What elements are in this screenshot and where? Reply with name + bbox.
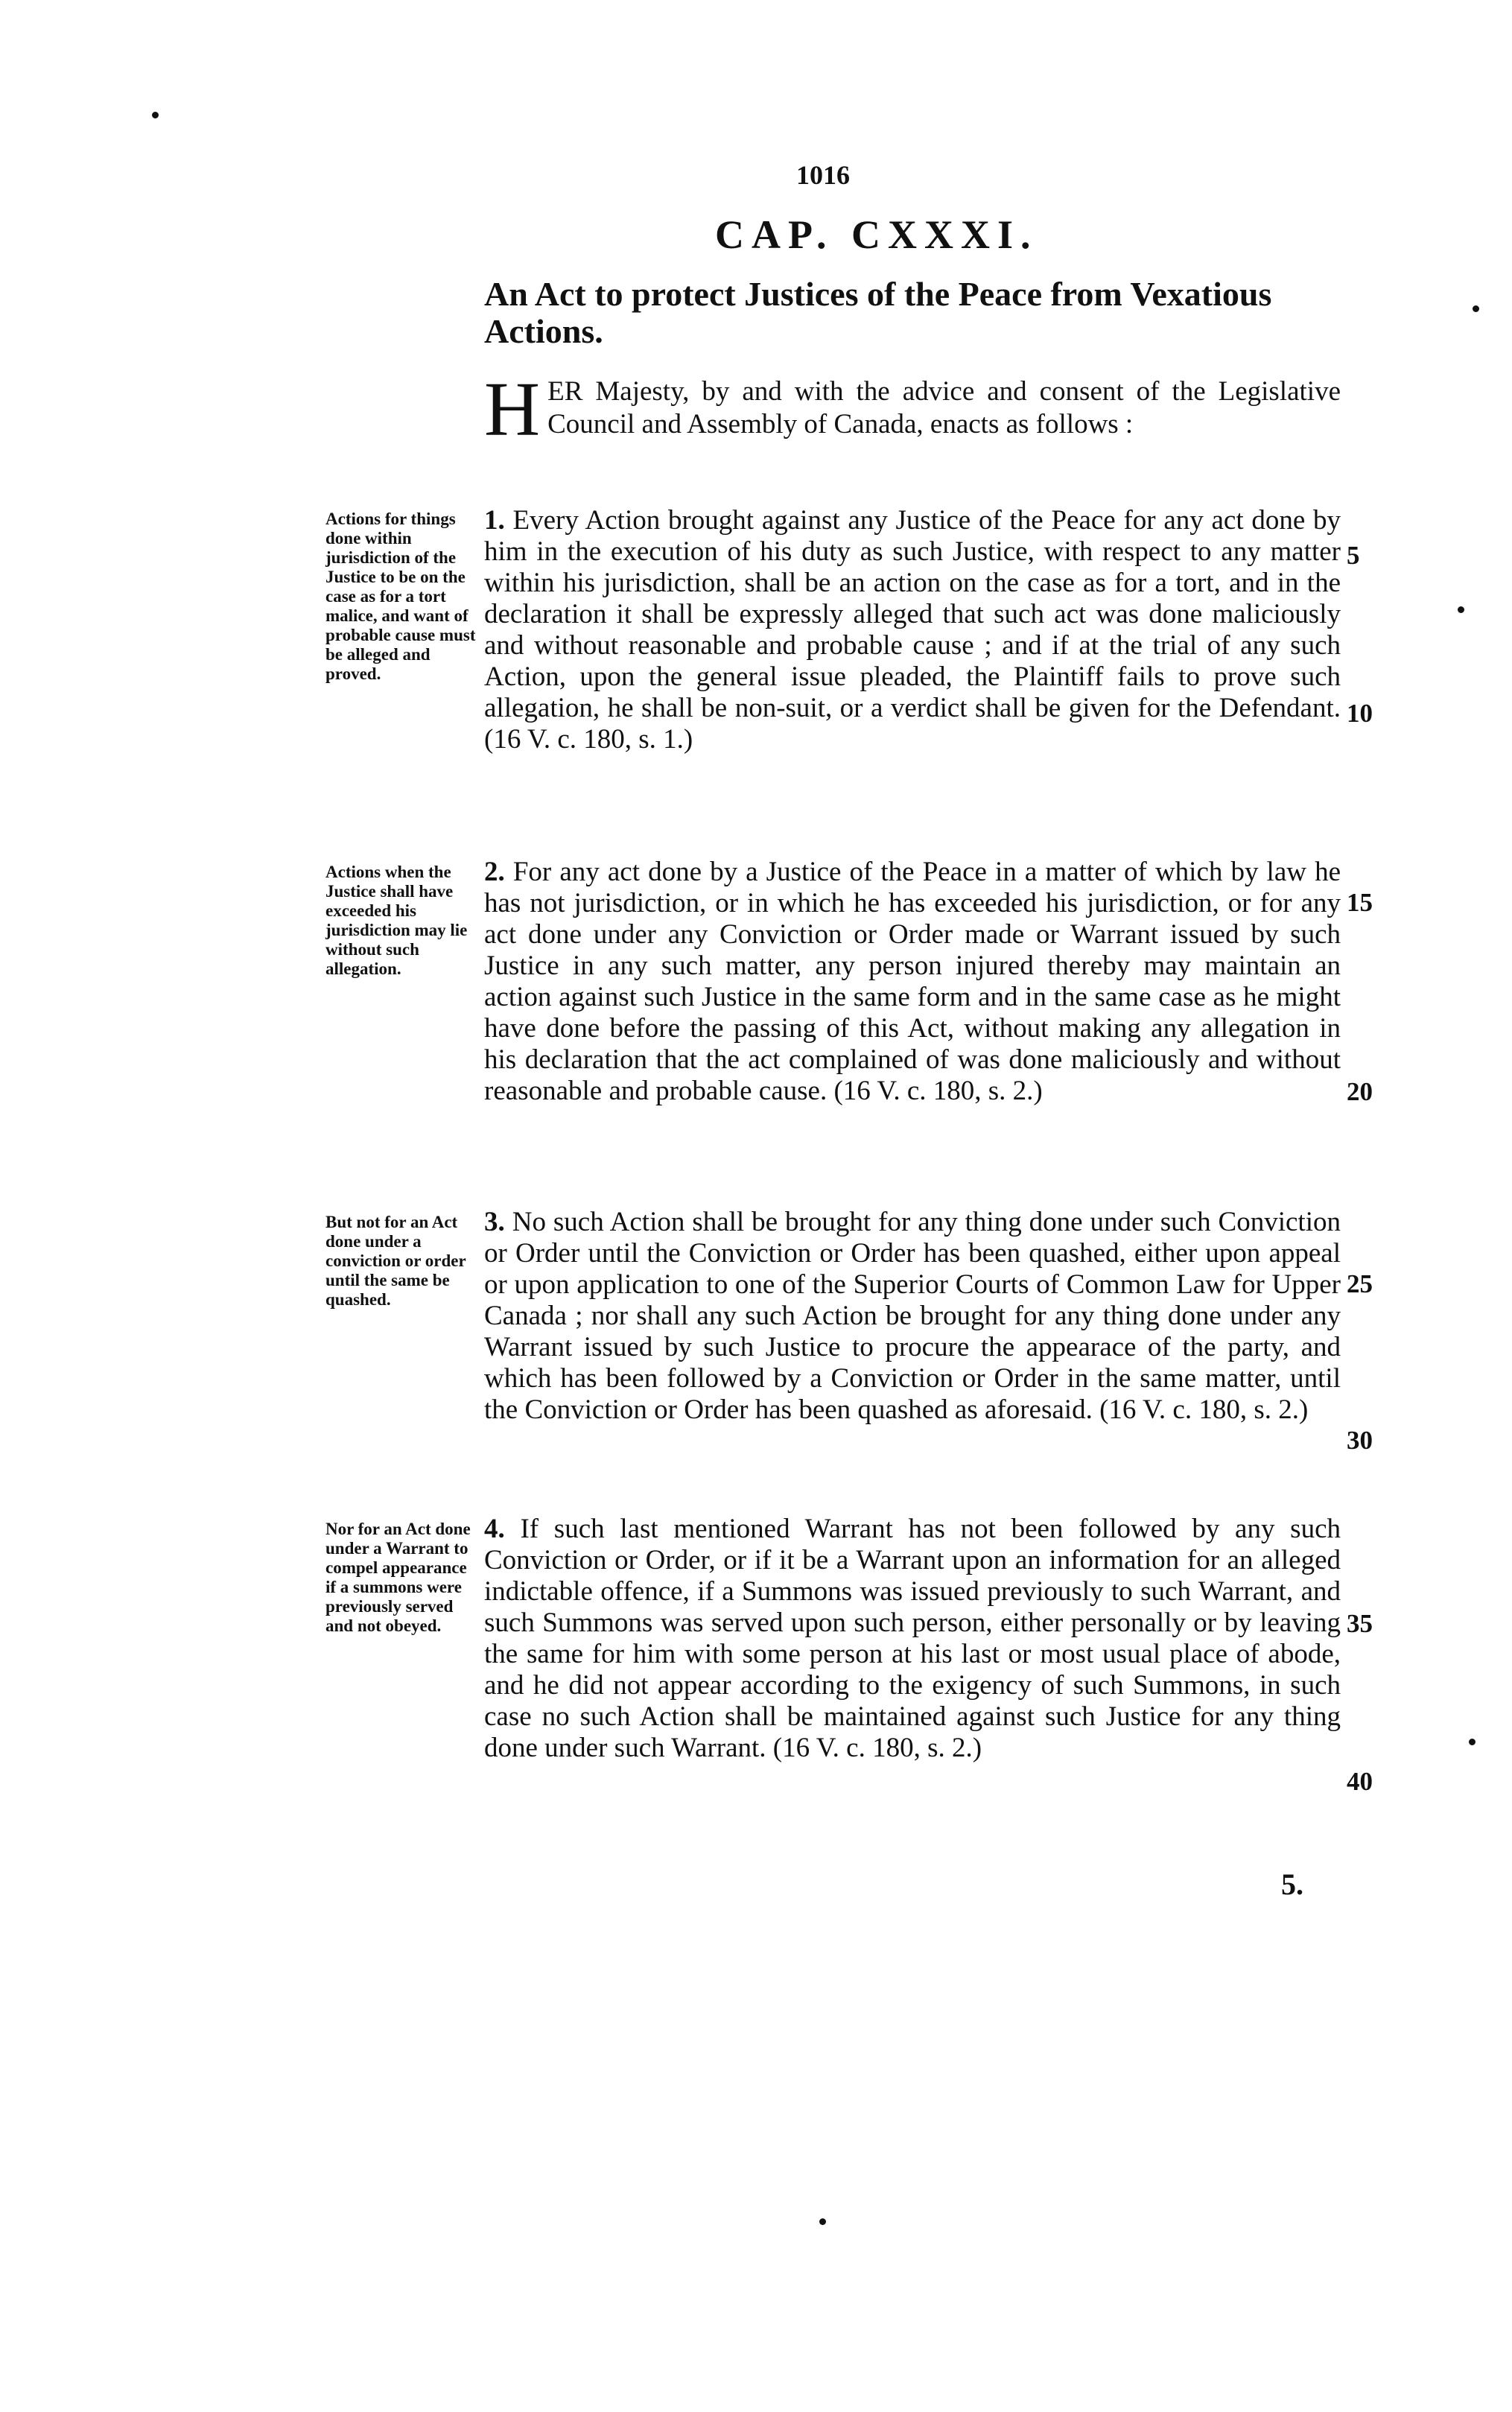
marginal-note-2: Actions when the Justice shall have exceeded his jurisdiction may lie without such allegation. xyxy=(325,863,468,978)
preamble xyxy=(484,366,1341,452)
section-2 xyxy=(484,857,1341,1107)
line-number-20: 20 xyxy=(1347,1077,1373,1106)
marginal-note-1: Actions for things done within jurisdiction of the Justice to be on the case as for a tort malice, and want of probable cause must be alleged and proved. xyxy=(325,510,476,683)
print-speck xyxy=(152,112,159,118)
print-speck xyxy=(1469,1739,1476,1745)
page-number: 1016 xyxy=(796,160,850,190)
section-3-text: No such Action shall be brought for any thing done under such Conviction or Order until the Conviction or Order has been quashed, either upon appeal or upon application to one of the Superior Courts of Common Law for Upper Canada ; nor shall any such Action be brought for any thing done under any Warrant issued by such Justice to procure the appearace of the party, and which has been followed by a Conviction or Order in the same matter, until the Conviction or Order has been quashed as aforesaid. (16 V. c. 180, s. 2.) xyxy=(484,1207,1341,1425)
catchword: 5. xyxy=(1281,1867,1303,1901)
chapter-heading: CAP. CXXXI. xyxy=(715,212,1038,257)
section-1-text: Every Action brought against any Justice of the Peace for any act done by him in the execution of his duty as such Justice, with respect to any matter within his jurisdiction, shall be an action on the case as for a tort, and in the declaration it shall be expressly alleged that such act was done maliciously and without reasonable and probable cause ; and if at the trial of any such Action, upon the general issue pleaded, the Plaintiff fails to prove such allegation, he shall be non-suit, or a verdict shall be given for the Defendant. (16 V. c. 180, s. 1.) xyxy=(484,505,1341,755)
line-number-25: 25 xyxy=(1347,1269,1373,1298)
line-number-35: 35 xyxy=(1347,1609,1373,1638)
section-4 xyxy=(484,1514,1341,1764)
act-title: An Act to protect Justices of the Peace from Vexatious Actions. xyxy=(484,275,1272,350)
print-speck xyxy=(1458,606,1464,613)
line-number-30: 30 xyxy=(1347,1426,1373,1455)
print-speck xyxy=(1473,305,1479,312)
marginal-note-4: Nor for an Act done under a Warrant to compel appearance if a summons were previously served and not obeyed. xyxy=(325,1520,471,1635)
line-number-40: 40 xyxy=(1347,1767,1373,1796)
marginal-note-3: But not for an Act done under a conviction or order until the same be quashed. xyxy=(325,1213,466,1309)
section-1-number: 1. xyxy=(484,505,505,536)
section-2-text: For any act done by a Justice of the Peace in a matter of which by law he has not jurisdiction, or in which he has exceeded his jurisdiction, or for any act done under any Conviction or Order made or Warrant issued by such Justice in any such matter, any person injured thereby may maintain an action against such Justice in the same form and in the same case as he might have done before the passing of this Act, without making any allegation in his declaration that the act complained of was done maliciously and without reasonable and probable cause. (16 V. c. 180, s. 2.) xyxy=(484,857,1341,1106)
line-number-5: 5 xyxy=(1347,541,1360,570)
preamble-text: ER Majesty, by and with the advice and consent of the Legislative Council and Assembly of Canada, enacts as follows : xyxy=(547,376,1341,439)
print-speck xyxy=(819,2218,826,2225)
section-3-number: 3. xyxy=(484,1207,505,1237)
section-4-text: If such last mentioned Warrant has not been followed by any such Conviction or Order, or if it be a Warrant upon an information for an alleged indictable offence, if a Summons was issued previously to such Warrant, and such Summons was served upon such person, either personally or by leaving the same for him with some person at his last or most usual place of abode, and he did not appear according to the exigency of such Summons, in such case no such Action shall be maintained against such Justice for any thing done under such Warrant. (16 V. c. 180, s. 2.) xyxy=(484,1514,1341,1763)
section-2-number: 2. xyxy=(484,857,505,887)
section-4-number: 4. xyxy=(484,1514,505,1544)
section-1 xyxy=(484,505,1341,755)
section-3 xyxy=(484,1207,1341,1426)
line-number-15: 15 xyxy=(1347,888,1373,917)
preamble-dropcap: H xyxy=(484,366,541,452)
line-number-10: 10 xyxy=(1347,699,1373,728)
